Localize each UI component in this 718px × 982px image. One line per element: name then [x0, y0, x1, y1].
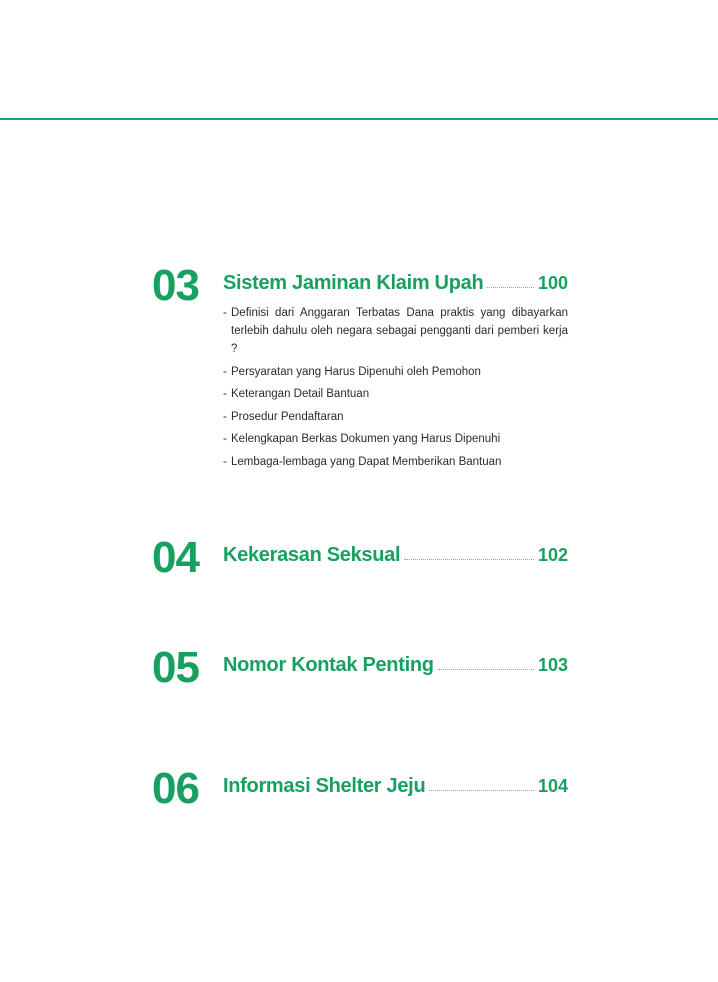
- dot-leader: [429, 790, 534, 791]
- section-number: 06: [152, 764, 199, 813]
- toc-section-05: [152, 643, 572, 696]
- section-number: 03: [152, 261, 199, 310]
- page-number: 100: [537, 273, 568, 293]
- section-number: 05: [152, 643, 199, 692]
- dot-leader: [404, 559, 534, 560]
- header-rule: [0, 118, 718, 120]
- list-item: - Lembaga-lembaga yang Dapat Memberikan Bantuan: [223, 453, 568, 471]
- section-title[interactable]: Kekerasan Seksual: [223, 544, 401, 566]
- page-number: 104: [537, 776, 568, 796]
- list-item: - Persyaratan yang Harus Dipenuhi oleh Pemohon: [223, 363, 568, 381]
- toc-entry-04[interactable]: [223, 540, 568, 566]
- section-title[interactable]: Informasi Shelter Jeju: [223, 775, 426, 797]
- toc-section-04: [152, 533, 572, 586]
- section-title[interactable]: Nomor Kontak Penting: [223, 654, 434, 676]
- toc-entry-03[interactable]: [223, 268, 568, 294]
- dot-leader: [438, 669, 534, 670]
- page-number: 103: [537, 655, 568, 675]
- toc-section-06: [152, 764, 572, 817]
- section-title[interactable]: Sistem Jaminan Klaim Upah: [223, 272, 484, 294]
- section-number: 04: [152, 533, 199, 582]
- list-item: - Keterangan Detail Bantuan: [223, 385, 568, 403]
- toc-entry-06[interactable]: [223, 771, 568, 797]
- toc-entry-05[interactable]: [223, 650, 568, 676]
- page-number: 102: [537, 545, 568, 565]
- list-item: - Kelengkapan Berkas Dokumen yang Harus Dipenuhi: [223, 430, 568, 448]
- toc-section-03: [152, 261, 572, 468]
- list-item: - Definisi dari Anggaran Terbatas Dana praktis yang dibayarkan terlebih dahulu oleh negara sebagai pengganti dari pemberi kerja ?: [223, 304, 568, 358]
- list-item: - Prosedur Pendaftaran: [223, 408, 568, 426]
- dot-leader: [487, 287, 534, 288]
- subtopic-list: [223, 304, 568, 475]
